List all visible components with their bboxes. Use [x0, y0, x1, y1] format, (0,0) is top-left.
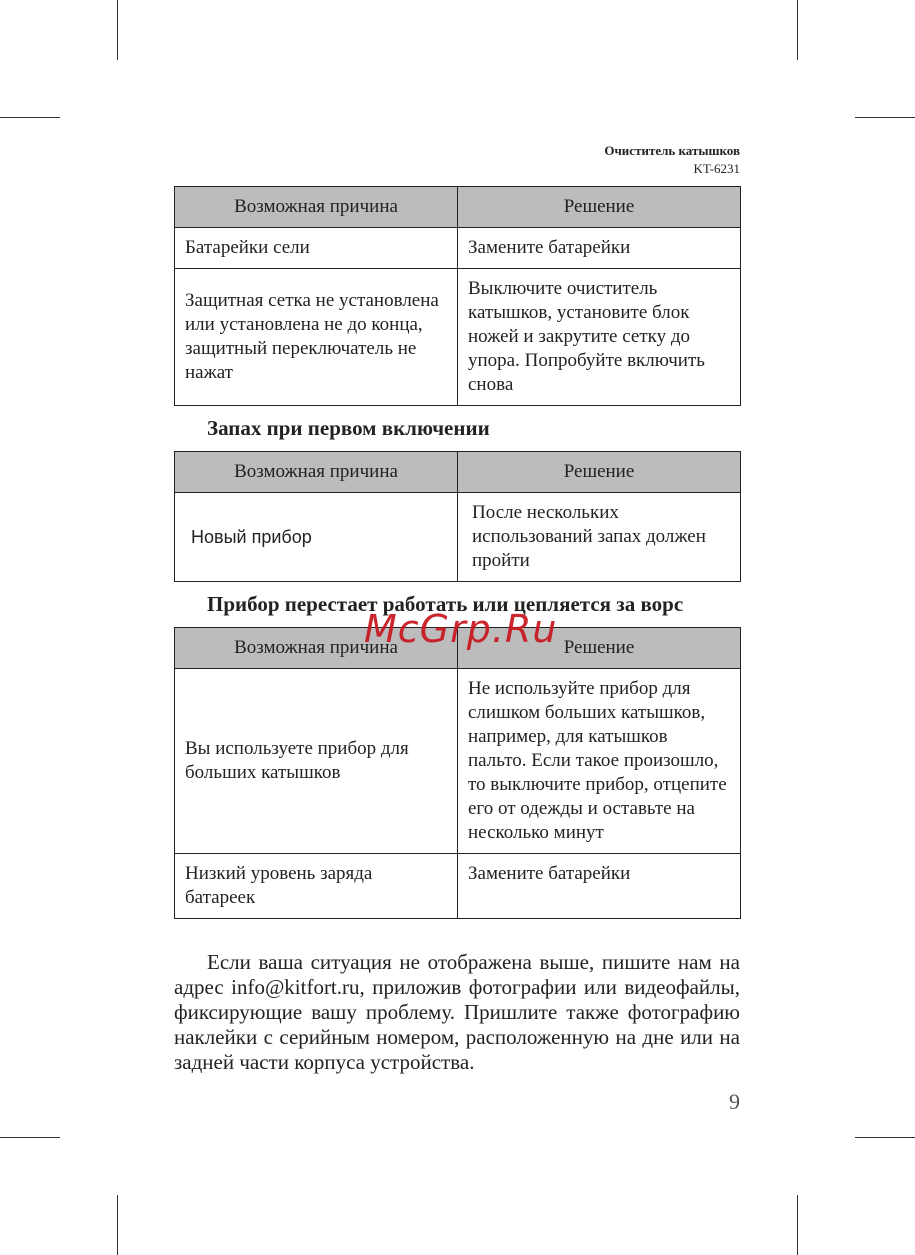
crop-mark-left-lower [0, 1137, 60, 1138]
product-name: Очиститель катышков [604, 143, 740, 158]
cause-cell: Батарейки сели [175, 228, 458, 269]
troubleshooting-table-3 [174, 627, 741, 919]
header-solution: Решение [458, 187, 741, 228]
solution-cell: Замените батарейки [458, 228, 741, 269]
solution-cell: Замените батарейки [458, 854, 741, 919]
crop-mark-left-upper [0, 117, 60, 118]
header-cause: Возможная причина [175, 628, 458, 669]
header-cause: Возможная причина [175, 452, 458, 493]
header-solution: Решение [458, 628, 741, 669]
table-row [175, 269, 741, 406]
table-row [175, 854, 741, 919]
solution-cell: После нескольких использований запах должен пройти [458, 493, 741, 582]
solution-cell: Выключите очиститель катышков, установите блок ножей и закрутите сетку до упора. Попробуйте включить снова [458, 269, 741, 406]
table-row [175, 493, 741, 582]
table-header-row [175, 187, 741, 228]
cause-cell: Вы используете прибор для больших катышков [175, 669, 458, 854]
model-number: KT-6231 [693, 161, 740, 176]
section-title-smell: Запах при первом включении [207, 416, 490, 440]
page-number: 9 [729, 1089, 740, 1114]
contact-paragraph: Если ваша ситуация не отображена выше, пишите нам на адрес info@kitfort.ru, приложив фотографии или видеофайлы, фиксирующие вашу проблему. Пришлите также фотографию наклейки с серийным номером, расположенную на дне или на задней части корпуса устройства. [174, 950, 740, 1074]
crop-mark-top-left [117, 0, 118, 60]
cause-cell: Новый прибор [175, 493, 458, 582]
crop-mark-top-right [797, 0, 798, 60]
cause-cell: Низкий уровень заряда батареек [175, 854, 458, 919]
header-solution: Решение [458, 452, 741, 493]
troubleshooting-table-2 [174, 451, 741, 582]
crop-mark-bottom-right [797, 1195, 798, 1255]
header-cause: Возможная причина [175, 187, 458, 228]
table-header-row [175, 452, 741, 493]
crop-mark-right-upper [855, 117, 915, 118]
crop-mark-bottom-left [117, 1195, 118, 1255]
troubleshooting-table-1 [174, 186, 741, 406]
cause-cell: Защитная сетка не установлена или установлена не до конца, защитный переключатель не нажат [175, 269, 458, 406]
table-row [175, 669, 741, 854]
solution-cell: Не используйте прибор для слишком больших катышков, например, для катышков пальто. Если такое произошло, то выключите прибор, отцепите его от одежды и оставьте на несколько минут [458, 669, 741, 854]
watermark: McGrp.Ru [364, 607, 558, 651]
section-title-stops-working: Прибор перестает работать или цепляется за ворс [207, 592, 684, 616]
table-row [175, 228, 741, 269]
running-header [604, 142, 740, 178]
crop-mark-right-lower [855, 1137, 915, 1138]
